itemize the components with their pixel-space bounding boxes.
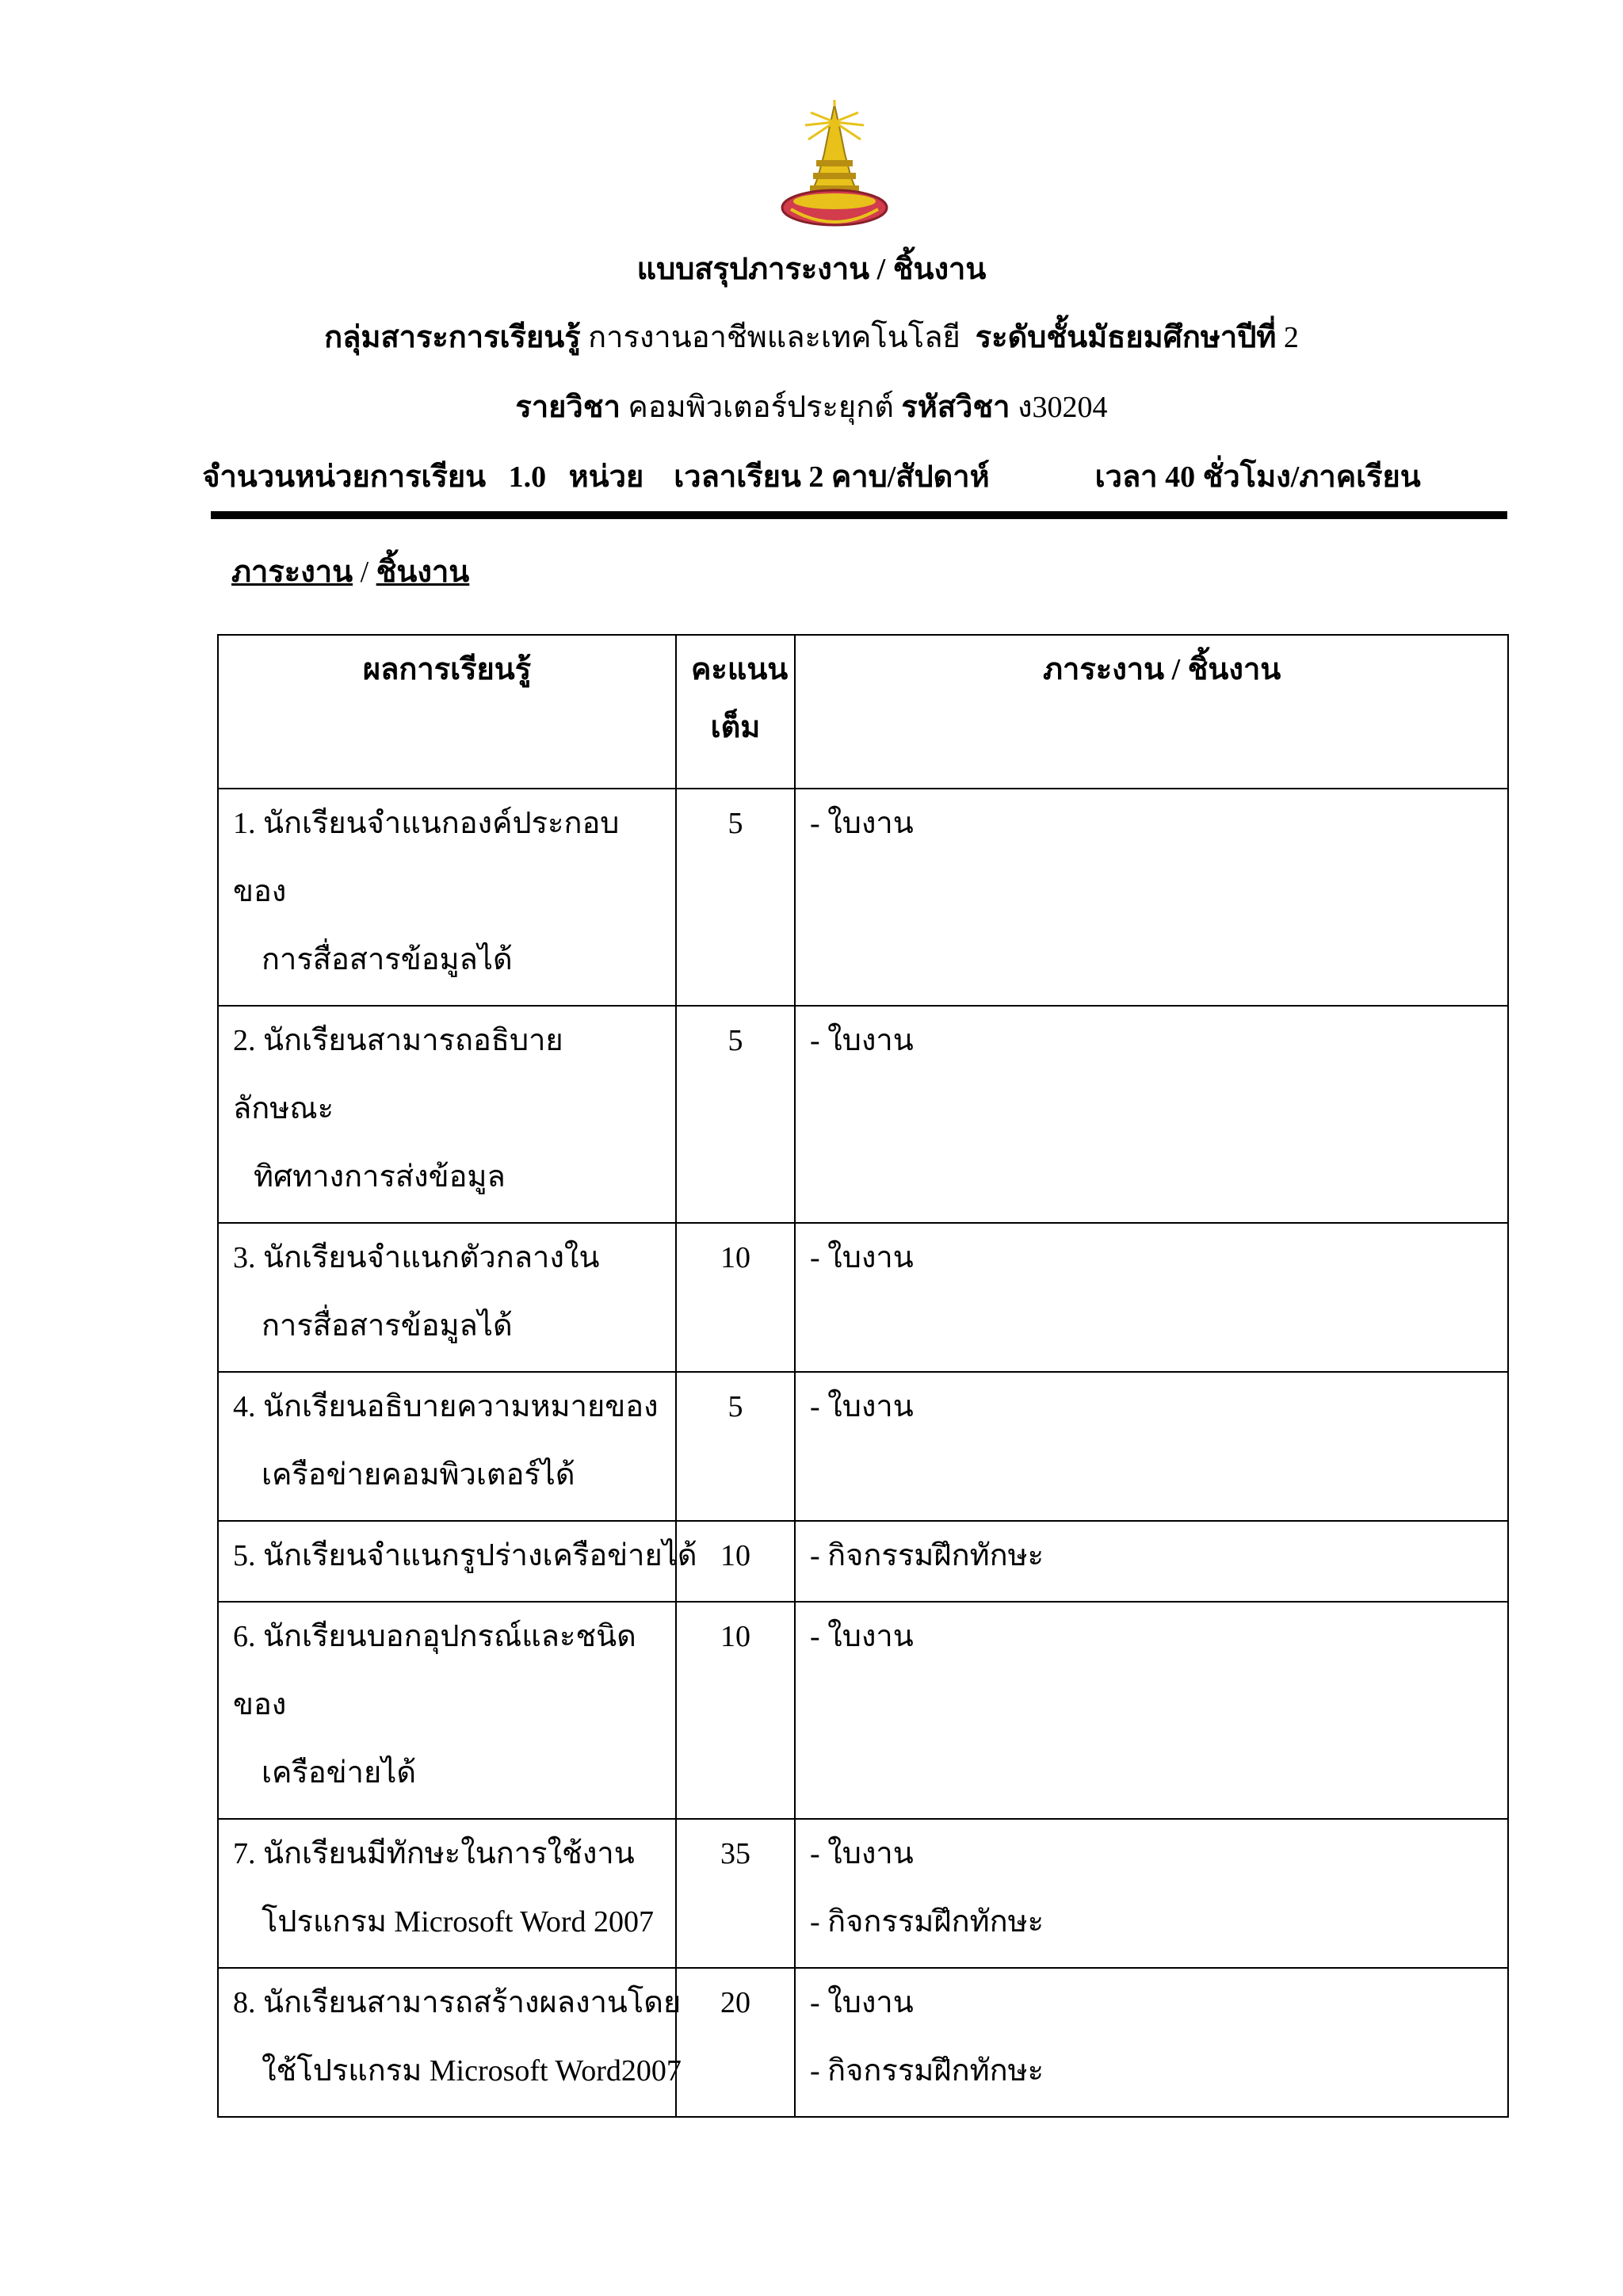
section-heading <box>231 547 469 595</box>
task-text: - ใบงาน <box>810 1620 914 1653</box>
task-cell <box>795 1602 1508 1819</box>
task-cell <box>795 1521 1508 1602</box>
table-row <box>218 1223 1508 1372</box>
task-text: - ใบงาน <box>810 1241 914 1274</box>
outcome-text: 3. นักเรียนจำแนกตัวกลางใน <box>233 1241 600 1274</box>
header-outcome: ผลการเรียนรู้ <box>218 635 676 789</box>
score-cell: 10 <box>676 1223 795 1372</box>
school-emblem-icon <box>775 98 894 233</box>
document-title: แบบสรุปภาระงาน / ชิ้นงาน <box>636 253 987 286</box>
credits-text: จำนวนหน่วยการเรียน 1.0 หน่วย <box>202 460 644 494</box>
outcome-cell <box>218 1819 676 1968</box>
outcome-cell <box>218 1521 697 1602</box>
outcome-text: 1. นักเรียนจำแนกองค์ประกอบของ <box>233 807 620 908</box>
summary-table <box>217 634 1509 2118</box>
outcome-cell <box>218 1223 676 1372</box>
table-row <box>218 1602 1508 1819</box>
section-heading-part2: ชิ้นงาน <box>376 556 470 589</box>
time-info-line <box>0 452 1623 500</box>
outcome-text-cont: ทิศทางการส่งข้อมูล <box>254 1160 506 1194</box>
table-row <box>218 1968 1508 2117</box>
header-score <box>676 635 795 789</box>
task-cell <box>795 789 1508 1006</box>
group-value: การงานอาชีพและเทคโนโลยี <box>588 321 960 354</box>
outcome-text: 7. นักเรียนมีทักษะในการใช้งาน <box>233 1837 635 1870</box>
task-text: - ใบงาน <box>810 1986 914 2019</box>
task-text: - ใบงาน <box>810 807 914 840</box>
outcome-cell <box>218 789 676 1006</box>
level-value: 2 <box>1283 321 1299 354</box>
course-label: รายวิชา <box>515 391 621 424</box>
score-cell: 10 <box>676 1521 795 1602</box>
group-label: กลุ่มสาระการเรียนรู้ <box>324 321 581 354</box>
subject-group-line <box>0 312 1623 361</box>
level-label: ระดับชั้นมัธยมศึกษาปีที่ <box>975 321 1277 354</box>
outcome-text-cont: เครือข่ายได้ <box>262 1756 417 1790</box>
task-cell <box>795 1223 1508 1372</box>
section-heading-sep: / <box>353 556 376 589</box>
section-heading-part1: ภาระงาน <box>231 556 353 589</box>
score-cell: 20 <box>676 1968 795 2117</box>
task-text: - ใบงาน <box>810 1837 914 1870</box>
outcome-text-cont: ใช้โปรแกรม Microsoft Word2007 <box>262 2054 682 2088</box>
task-text-2: - กิจกรรมฝึกทักษะ <box>810 1905 1044 1939</box>
score-cell: 5 <box>676 1372 795 1521</box>
outcome-text: 4. นักเรียนอธิบายความหมายของ <box>233 1390 659 1423</box>
hours-text: เวลา 40 ชั่วโมง/ภาคเรียน <box>1094 460 1421 494</box>
outcome-cell <box>218 1968 682 2117</box>
code-value: ง30204 <box>1018 391 1108 424</box>
outcome-cell <box>218 1372 676 1521</box>
table-row <box>218 1372 1508 1521</box>
outcome-text-cont: การสื่อสารข้อมูลได้ <box>262 1309 513 1343</box>
outcome-text-cont: โปรแกรม Microsoft Word 2007 <box>262 1905 655 1939</box>
header-score-line1: คะแนน <box>691 653 789 686</box>
header-task: ภาระงาน / ชิ้นงาน <box>795 635 1508 789</box>
score-cell: 5 <box>676 1006 795 1223</box>
task-cell <box>795 1372 1508 1521</box>
course-line <box>0 382 1623 430</box>
outcome-text: 2. นักเรียนสามารถอธิบายลักษณะ <box>233 1024 563 1125</box>
outcome-text: 6. นักเรียนบอกอุปกรณ์และชนิดของ <box>233 1620 636 1721</box>
outcome-text-cont: การสื่อสารข้อมูลได้ <box>262 943 513 976</box>
table-row <box>218 789 1508 1006</box>
table-row <box>218 1819 1508 1968</box>
table-header-row <box>218 635 1508 789</box>
outcome-cell <box>218 1602 676 1819</box>
score-cell: 35 <box>676 1819 795 1968</box>
table-row <box>218 1521 1508 1602</box>
outcome-text-cont: เครือข่ายคอมพิวเตอร์ได้ <box>262 1458 575 1492</box>
outcome-text: 5. นักเรียนจำแนกรูปร่างเครือข่ายได้ <box>233 1539 697 1572</box>
task-text: - ใบงาน <box>810 1390 914 1423</box>
course-value: คอมพิวเตอร์ประยุกต์ <box>628 391 894 424</box>
score-cell: 10 <box>676 1602 795 1819</box>
period-text: เวลาเรียน 2 คาบ/สัปดาห์ <box>674 460 990 494</box>
task-cell <box>795 1006 1508 1223</box>
outcome-cell <box>218 1006 676 1223</box>
score-cell: 5 <box>676 789 795 1006</box>
table-row <box>218 1006 1508 1223</box>
header-divider <box>211 511 1507 519</box>
outcome-text: 8. นักเรียนสามารถสร้างผลงานโดย <box>233 1986 682 2019</box>
task-text: - ใบงาน <box>810 1024 914 1057</box>
task-cell <box>795 1819 1508 1968</box>
code-label: รหัสวิชา <box>901 391 1010 424</box>
task-text: - กิจกรรมฝึกทักษะ <box>810 1539 1044 1572</box>
task-text-2: - กิจกรรมฝึกทักษะ <box>810 2054 1044 2088</box>
task-cell <box>795 1968 1508 2117</box>
header-score-line2: เต็ม <box>710 711 761 744</box>
